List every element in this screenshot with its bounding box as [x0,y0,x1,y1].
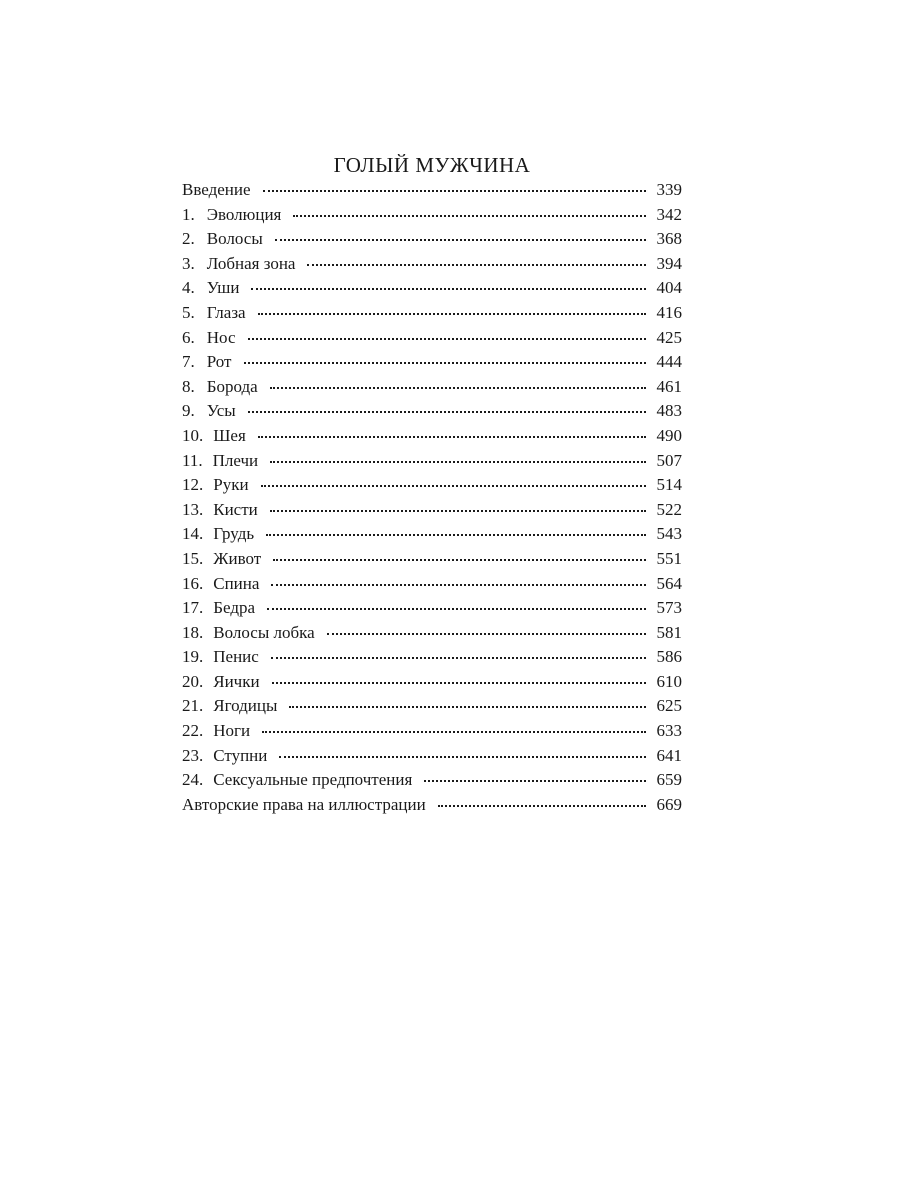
toc-entry-page: 507 [656,450,682,470]
toc-entry-label: Эволюция [206,204,282,224]
toc-entry-page: 633 [656,721,682,741]
toc-entry [182,178,682,203]
toc-entry [182,473,682,498]
toc-entry-page: 625 [656,696,682,716]
toc-entry-page: 522 [656,499,682,519]
toc-entry [182,326,682,351]
toc-entry-label: Лобная зона [206,253,296,273]
toc-entry-label: Ягодицы [213,696,278,716]
toc-entry-label: Руки [213,475,249,495]
toc-entry [182,350,682,375]
dot-leader [271,656,646,659]
toc-entry-page: 659 [656,770,682,790]
toc-entry-number: 2. [182,229,195,249]
toc-entry-number: 18. [182,622,204,642]
toc-entry-number: 1. [182,204,195,224]
toc-entry-page: 490 [656,425,682,445]
toc-title: ГОЛЫЙ МУЖЧИНА [333,153,531,177]
toc-entry-label: Нос [206,327,236,347]
dot-leader [279,755,646,758]
toc-entry-number: 7. [182,352,195,372]
toc-entry-page: 461 [656,376,682,396]
toc-entry-number: 12. [182,475,204,495]
toc-entry [182,572,682,597]
toc-entry [182,203,682,228]
toc-entry [182,375,682,400]
toc-entry-label: Рот [206,352,232,372]
dot-leader [307,263,646,266]
dot-leader [248,337,647,340]
toc-entry-number: 8. [182,376,195,396]
toc-entry-page: 404 [656,278,682,298]
toc-entry [182,399,682,424]
table-of-contents [182,152,682,817]
toc-entry-label: Глаза [206,302,246,322]
toc-entry-page: 543 [656,524,682,544]
toc-entry-label: Введение [182,180,251,199]
toc-entry-label: Волосы лобка [213,622,315,642]
toc-entry-label: Яички [213,671,260,691]
toc-entry-page: 581 [656,622,682,642]
dot-leader [258,435,646,438]
toc-entry-page: 416 [656,302,682,322]
toc-entry-page: 483 [656,401,682,421]
toc-entry-number: 22. [182,721,204,741]
toc-entry-number: 4. [182,278,195,298]
toc-entry-number: 14. [182,524,204,544]
toc-entry-number: 24. [182,770,204,790]
dot-leader [262,730,646,733]
dot-leader [270,386,646,389]
toc-list [182,178,682,817]
toc-entry [182,449,682,474]
toc-entry [182,301,682,326]
toc-entry-label: Ноги [213,721,251,741]
dot-leader [266,533,646,536]
dot-leader [258,312,646,315]
toc-entry [182,596,682,621]
toc-entry-label: Кисти [213,499,258,519]
toc-entry [182,498,682,523]
toc-entry-label: Пенис [213,647,259,667]
toc-entry-number: 20. [182,671,204,691]
toc-entry-label: Сексуальные предпочтения [213,770,413,790]
toc-entry-label: Бедра [213,598,256,618]
toc-entry-number: 3. [182,253,195,273]
toc-entry-label: Волосы [206,229,263,249]
toc-entry [182,252,682,277]
dot-leader [244,361,647,364]
dot-leader [263,189,646,192]
toc-entry-label: Уши [206,278,240,298]
toc-entry [182,694,682,719]
toc-entry-page: 368 [656,229,682,249]
toc-entry-number: 23. [182,745,204,765]
dot-leader [424,779,646,782]
toc-entry-number: 16. [182,573,204,593]
dot-leader [270,460,646,463]
toc-entry-page: 573 [656,598,682,618]
toc-entry-page: 444 [656,352,682,372]
toc-entry-label: Борода [206,376,258,396]
toc-entry-page: 641 [656,745,682,765]
toc-entry [182,793,682,818]
toc-entry-number: 17. [182,598,204,618]
toc-entry-label: Усы [206,401,236,421]
toc-entry-label: Грудь [213,524,255,544]
dot-leader [275,238,646,241]
toc-entry [182,276,682,301]
toc-entry-number: 21. [182,696,204,716]
toc-entry-number: 11. [182,450,203,470]
toc-entry-page: 339 [656,180,682,199]
toc-entry [182,424,682,449]
toc-entry-number: 10. [182,425,204,445]
toc-entry-number: 15. [182,548,204,568]
toc-entry [182,744,682,769]
toc-entry-label: Плечи [212,450,259,470]
toc-entry-number: 19. [182,647,204,667]
dot-leader [261,484,646,487]
toc-entry-label: Шея [213,425,246,445]
toc-entry-page: 610 [656,671,682,691]
toc-entry-page: 342 [656,204,682,224]
toc-entry-label: Живот [213,548,262,568]
dot-leader [293,214,646,217]
dot-leader [272,681,646,684]
toc-entry-number: 5. [182,302,195,322]
toc-entry [182,768,682,793]
toc-entry-page: 514 [656,475,682,495]
toc-entry-number: 13. [182,499,204,519]
toc-entry-page: 425 [656,327,682,347]
dot-leader [267,607,646,610]
toc-entry [182,227,682,252]
toc-entry-label: Спина [213,573,260,593]
dot-leader [289,705,646,708]
toc-entry [182,547,682,572]
dot-leader [438,804,646,807]
dot-leader [327,632,646,635]
toc-entry [182,645,682,670]
toc-entry-label: Авторские права на иллюстрации [182,794,426,814]
toc-entry-page: 669 [656,794,682,814]
dot-leader [273,558,646,561]
toc-entry [182,719,682,744]
toc-entry-number: 9. [182,401,195,421]
toc-entry [182,621,682,646]
toc-entry-number: 6. [182,327,195,347]
dot-leader [271,583,646,586]
toc-entry [182,670,682,695]
dot-leader [248,410,646,413]
toc-entry-page: 564 [656,573,682,593]
dot-leader [270,509,646,512]
toc-entry-label: Ступни [213,745,268,765]
toc-entry-page: 394 [656,253,682,273]
toc-entry-page: 551 [656,548,682,568]
toc-entry-page: 586 [656,647,682,667]
dot-leader [251,287,646,290]
toc-entry [182,522,682,547]
